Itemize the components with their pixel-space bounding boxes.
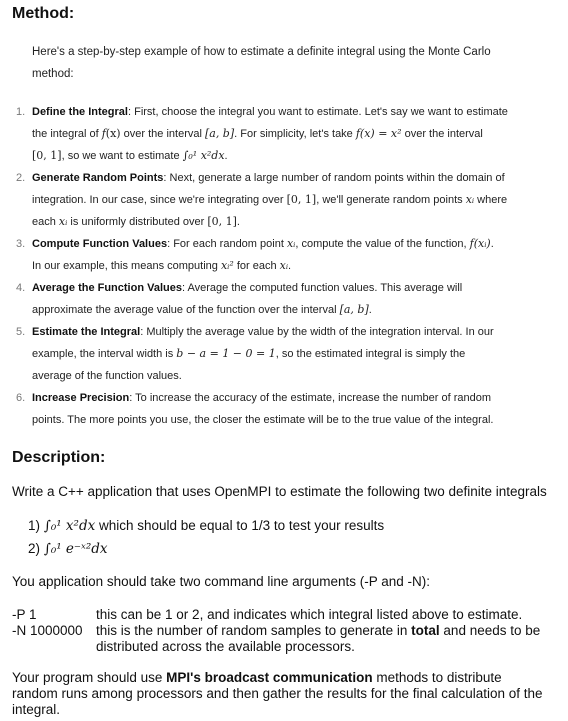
math: (x) bbox=[105, 127, 121, 140]
step-title: Compute Function Values bbox=[32, 238, 168, 250]
step-text: , so we want to estimate bbox=[61, 150, 183, 162]
step-text: points. The more points you use, the closer the estimate will be to the true value of the integral. bbox=[32, 414, 494, 426]
step-text: . For simplicity, let's take bbox=[234, 128, 356, 140]
step-title: Increase Precision bbox=[32, 392, 130, 404]
step-text: . bbox=[490, 238, 494, 250]
intro-line: method: bbox=[32, 68, 74, 80]
closing-line bbox=[12, 670, 543, 686]
step-text: In our example, this means computing bbox=[32, 260, 221, 272]
math: f(xᵢ) bbox=[469, 237, 491, 250]
step-text: . bbox=[236, 216, 240, 228]
method-intro bbox=[32, 41, 542, 85]
closing-line: random runs among processors and then gather the results for the final calculation of the bbox=[12, 686, 543, 701]
intro-line: Here's a step-by-step example of how to estimate a definite integral using the Monte Carlo bbox=[32, 46, 491, 58]
integral-item-2 bbox=[28, 540, 108, 558]
step-text: Multiply the average value by the width of the integration interval. In our bbox=[146, 326, 494, 338]
step-text: average of the function values. bbox=[32, 370, 182, 382]
math: f(x) = x² bbox=[355, 127, 402, 140]
step-title: Estimate the Integral bbox=[32, 326, 141, 338]
math: xᵢ bbox=[286, 237, 296, 250]
step-text: over the interval bbox=[401, 128, 483, 140]
step-4-cont bbox=[0, 299, 568, 321]
step-title: Generate Random Points bbox=[32, 172, 164, 184]
math: ∫₀¹ x²dx bbox=[182, 149, 225, 162]
arg-desc-n-line2: distributed across the available processors. bbox=[96, 639, 355, 654]
math: [0, 1] bbox=[207, 215, 237, 228]
math: xᵢ bbox=[58, 215, 68, 228]
step-1-cont bbox=[0, 123, 568, 145]
step-text: is uniformly distributed over bbox=[67, 216, 208, 228]
arg-desc-n bbox=[96, 623, 540, 639]
step-text: , we'll generate random points bbox=[316, 194, 466, 206]
step-text: . bbox=[224, 150, 228, 162]
step-2-cont bbox=[0, 211, 568, 233]
closing-paragraph bbox=[12, 670, 543, 718]
math: [a, b] bbox=[339, 303, 369, 316]
integral-expression: ∫₀¹ x²dx bbox=[43, 518, 96, 534]
step-text: To increase the accuracy of the estimate, increase the number of random bbox=[135, 392, 492, 404]
step-number: 6. bbox=[16, 392, 26, 404]
step-text: where bbox=[474, 194, 508, 206]
step-6: 6. Increase Precision: To increase the accuracy of the estimate, increase the number of random bbox=[0, 387, 568, 409]
math: f bbox=[101, 127, 106, 140]
args-intro: You application should take two command line arguments (-P and -N): bbox=[12, 574, 430, 589]
step-title: Average the Function Values bbox=[32, 282, 182, 294]
method-heading: Method: bbox=[12, 5, 75, 22]
description-text: Write a C++ application that uses OpenMPI to estimate the following two definite integrals bbox=[12, 484, 547, 499]
step-text: the integral of bbox=[32, 128, 102, 140]
step-1: 1. Define the Integral: First, choose the integral you want to estimate. Let's say we want to estimate bbox=[0, 101, 568, 123]
arg-flag-n: -N 1000000 bbox=[12, 623, 83, 638]
step-text: each bbox=[32, 216, 59, 228]
step-number: 4. bbox=[16, 282, 26, 294]
step-2-cont bbox=[0, 189, 568, 211]
step-5-cont bbox=[0, 365, 568, 387]
step-text: For each random point bbox=[173, 238, 287, 250]
integral-label: 1) bbox=[28, 518, 41, 533]
steps-list bbox=[0, 101, 568, 431]
arg-text-bold: total bbox=[411, 623, 440, 638]
step-text: for each bbox=[233, 260, 280, 272]
step-2: 2. Generate Random Points: Next, generate a large number of random points within the domain of bbox=[0, 167, 568, 189]
step-6-cont bbox=[0, 409, 568, 431]
math: b − a = 1 − 0 = 1 bbox=[176, 347, 276, 360]
math: [a, b] bbox=[204, 127, 235, 140]
arg-desc-p: this can be 1 or 2, and indicates which integral listed above to estimate. bbox=[96, 607, 523, 622]
step-5: 5. Estimate the Integral: Multiply the average value by the width of the integration interval. In our bbox=[0, 321, 568, 343]
closing-line: integral. bbox=[12, 702, 61, 717]
step-number: 3. bbox=[16, 238, 26, 250]
step-text: . bbox=[288, 260, 292, 272]
math: xᵢ bbox=[279, 259, 289, 272]
step-text: over the interval bbox=[120, 128, 205, 140]
step-4: 4. Average the Function Values: Average the computed function values. This average will bbox=[0, 277, 568, 299]
math: [0, 1] bbox=[32, 149, 62, 162]
integral-note: which should be equal to 1/3 to test your results bbox=[95, 518, 385, 533]
step-5-cont bbox=[0, 343, 568, 365]
math: xᵢ² bbox=[220, 259, 234, 272]
closing-text: Your program should use bbox=[12, 670, 167, 685]
step-3-cont bbox=[0, 255, 568, 277]
step-number: 5. bbox=[16, 326, 26, 338]
step-1-cont bbox=[0, 145, 568, 167]
step-3: 3. Compute Function Values: For each random point xᵢ, compute the value of the function, f(xᵢ). bbox=[0, 233, 568, 255]
arg-text: this is the number of random samples to generate in bbox=[96, 623, 412, 638]
step-number: 1. bbox=[16, 106, 26, 118]
arg-text: and needs to be bbox=[439, 623, 541, 638]
step-number: 2. bbox=[16, 172, 26, 184]
math: xᵢ bbox=[465, 193, 475, 206]
step-text: approximate the average value of the function over the interval bbox=[32, 304, 340, 316]
integral-expression: ∫₀¹ e⁻ˣ²dx bbox=[43, 541, 108, 557]
closing-text: methods to distribute bbox=[372, 670, 502, 685]
step-text: First, choose the integral you want to estimate. Let's say we want to estimate bbox=[134, 106, 508, 118]
step-text: example, the interval width is bbox=[32, 348, 177, 360]
step-text: , compute the value of the function, bbox=[295, 238, 470, 250]
math: [0, 1] bbox=[286, 193, 317, 206]
integral-item-1 bbox=[28, 517, 384, 535]
step-text: integration. In our case, since we're integrating over bbox=[32, 194, 287, 206]
integral-label: 2) bbox=[28, 541, 41, 556]
closing-text-bold: MPI's broadcast communication bbox=[166, 670, 373, 685]
description-heading: Description: bbox=[12, 449, 106, 466]
step-text: , so the estimated integral is simply the bbox=[275, 348, 466, 360]
step-title: Define the Integral bbox=[32, 106, 128, 118]
step-text: Average the computed function values. This average will bbox=[187, 282, 463, 294]
arg-flag-p: -P 1 bbox=[12, 607, 37, 622]
step-text: . bbox=[368, 304, 372, 316]
step-text: Next, generate a large number of random points within the domain of bbox=[169, 172, 505, 184]
